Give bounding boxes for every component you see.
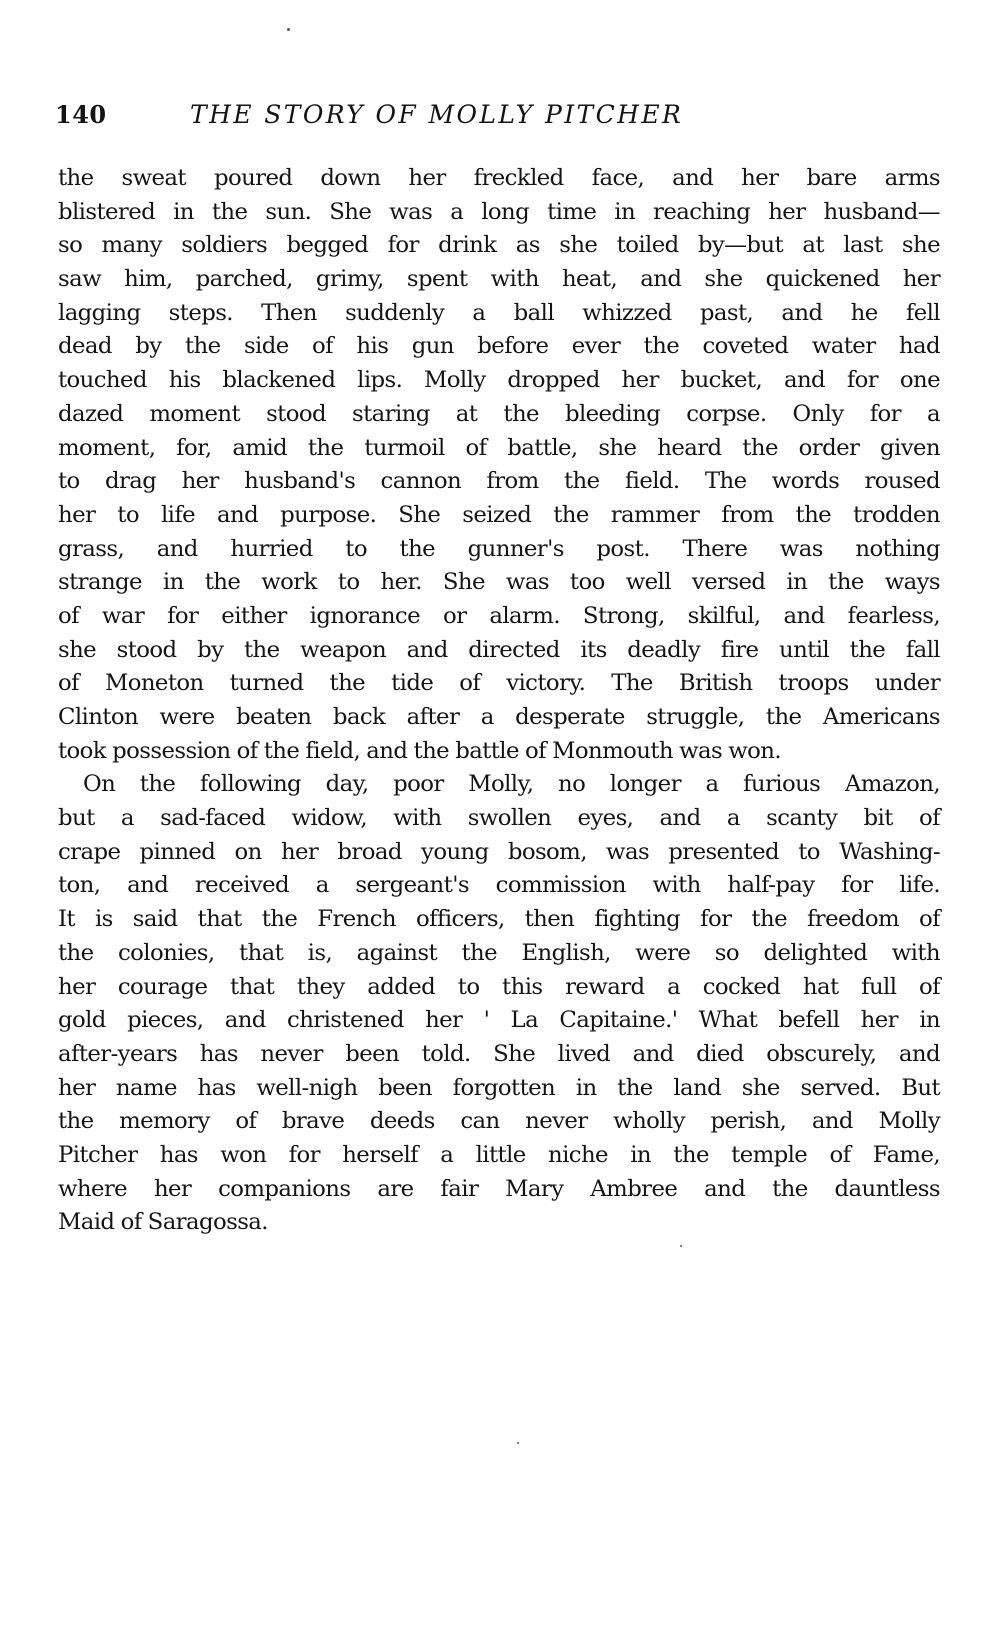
running-title: THE STORY OF MOLLY PITCHER	[190, 100, 684, 129]
print-speck	[680, 1245, 682, 1247]
text-line: moment, for, amid the turmoil of battle, she heard the order given	[58, 434, 940, 461]
text-line: ton, and received a sergeant's commission with half-pay for life.	[58, 872, 940, 899]
paragraph-2	[58, 768, 940, 1240]
text-line: gold pieces, and christened her ' La Capitaine.' What befell her in	[58, 1007, 940, 1034]
text-line: to drag her husband's cannon from the field. The words roused	[58, 468, 940, 495]
text-line: after-years has never been told. She lived and died obscurely, and	[58, 1040, 940, 1067]
text-line: of war for either ignorance or alarm. Strong, skilful, and fearless,	[58, 602, 940, 629]
text-line: saw him, parched, grimy, spent with heat, and she quickened her	[58, 266, 940, 293]
text-line: the memory of brave deeds can never wholly perish, and Molly	[58, 1108, 940, 1135]
text-line: but a sad-faced widow, with swollen eyes, and a scanty bit of	[58, 805, 940, 832]
text-line: dazed moment stood staring at the bleeding corpse. Only for a	[58, 400, 940, 427]
text-line: strange in the work to her. She was too well versed in the ways	[58, 569, 940, 596]
page-number: 140	[55, 100, 107, 129]
text-line: lagging steps. Then suddenly a ball whizzed past, and he fell	[58, 299, 940, 326]
text-line: her to life and purpose. She seized the rammer from the trodden	[58, 501, 940, 528]
text-line: of Moneton turned the tide of victory. The British troops under	[58, 670, 940, 697]
print-speck	[287, 28, 290, 31]
text-line: she stood by the weapon and directed its deadly fire until the fall	[58, 636, 940, 663]
text-line: On the following day, poor Molly, no longer a furious Amazon,	[83, 771, 940, 798]
text-line: blistered in the sun. She was a long time in reaching her husband—	[58, 198, 940, 225]
text-line: Pitcher has won for herself a little niche in the temple of Fame,	[58, 1141, 940, 1168]
print-speck	[517, 1442, 519, 1444]
text-line: where her companions are fair Mary Ambree and the dauntless	[58, 1175, 940, 1202]
text-line: her name has well-nigh been forgotten in the land she served. But	[58, 1074, 940, 1101]
text-line: her courage that they added to this reward a cocked hat full of	[58, 973, 940, 1000]
text-line: grass, and hurried to the gunner's post. There was nothing	[58, 535, 940, 562]
text-line: crape pinned on her broad young bosom, was presented to Washing-	[58, 838, 940, 865]
text-line: the sweat poured down her freckled face, and her bare arms	[58, 165, 940, 191]
text-line: the colonies, that is, against the English, were so delighted with	[58, 939, 940, 966]
text-line: touched his blackened lips. Molly dropped her bucket, and for one	[58, 367, 940, 394]
page-header	[55, 100, 935, 136]
text-line: It is said that the French officers, then fighting for the freedom of	[58, 906, 940, 933]
text-line: dead by the side of his gun before ever the coveted water had	[58, 333, 940, 360]
text-line: Maid of Saragossa.	[58, 1209, 268, 1236]
text-line: so many soldiers begged for drink as she toiled by—but at last she	[58, 232, 940, 259]
text-line: Clinton were beaten back after a desperate struggle, the Americans	[58, 704, 940, 730]
body-text	[58, 162, 940, 1240]
paragraph-1	[58, 162, 940, 768]
text-line: took possession of the field, and the battle of Monmouth was won.	[58, 737, 782, 764]
